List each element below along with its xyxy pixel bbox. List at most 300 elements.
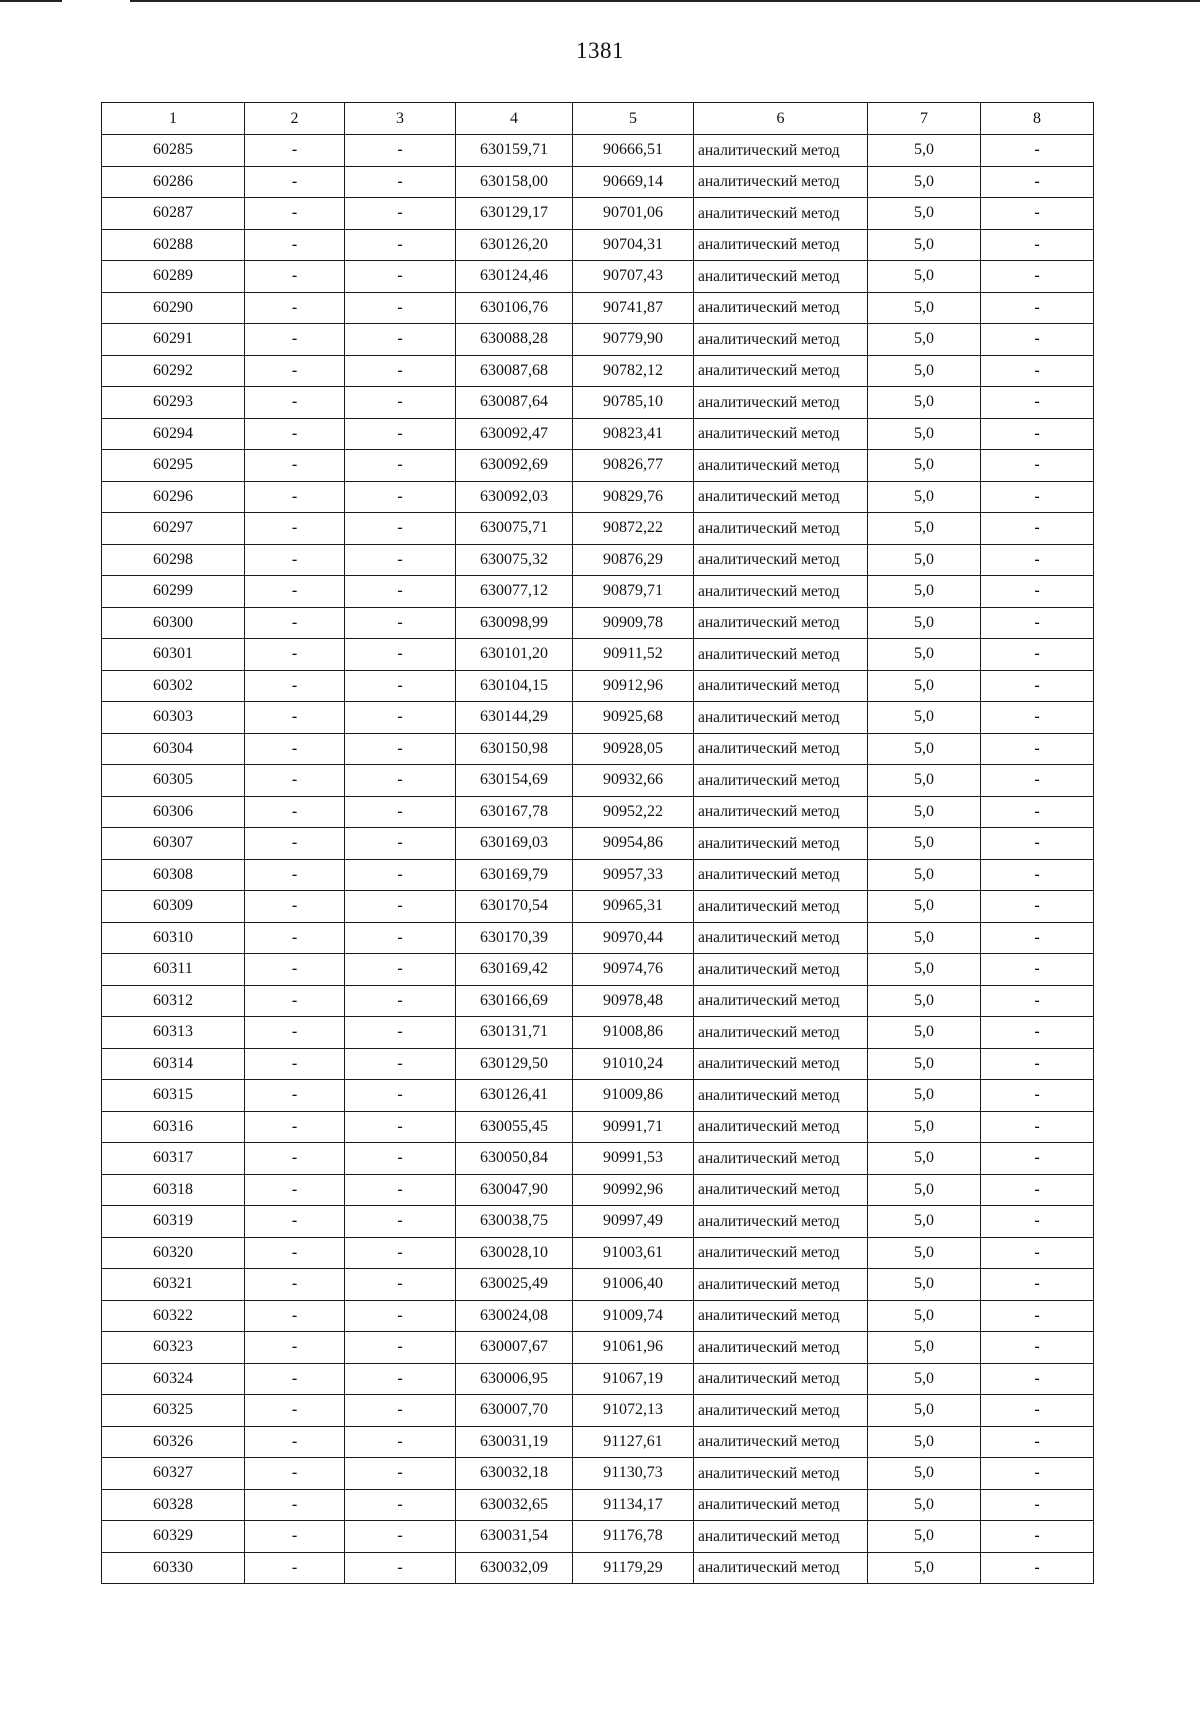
- cell-col-2-value: -: [245, 355, 345, 387]
- cell-point-number: 60292: [102, 355, 245, 387]
- cell-coord-y: 90872,22: [573, 513, 694, 545]
- cell-point-number: 60319: [102, 1206, 245, 1238]
- cell-accuracy: 5,0: [868, 229, 981, 261]
- cell-coord-x: 630169,42: [456, 954, 573, 986]
- cell-coord-x: 630126,41: [456, 1080, 573, 1112]
- cell-col-3-value: -: [345, 1332, 456, 1364]
- cell-point-number: 60309: [102, 891, 245, 923]
- cell-col-8-value: -: [981, 355, 1094, 387]
- cell-coord-x: 630031,19: [456, 1426, 573, 1458]
- table-row: [102, 828, 1094, 860]
- top-rule-left: [0, 0, 62, 2]
- cell-point-number: 60316: [102, 1111, 245, 1143]
- cell-col-8-value: -: [981, 702, 1094, 734]
- table-row: [102, 859, 1094, 891]
- cell-coord-y: 90991,71: [573, 1111, 694, 1143]
- cell-col-3-value: -: [345, 513, 456, 545]
- cell-col-8-value: -: [981, 1206, 1094, 1238]
- cell-accuracy: 5,0: [868, 1395, 981, 1427]
- cell-col-2-value: -: [245, 796, 345, 828]
- cell-method: аналитический метод: [694, 1269, 868, 1301]
- cell-method: аналитический метод: [694, 796, 868, 828]
- cell-method: аналитический метод: [694, 1017, 868, 1049]
- cell-method: аналитический метод: [694, 639, 868, 671]
- cell-point-number: 60325: [102, 1395, 245, 1427]
- cell-coord-y: 90876,29: [573, 544, 694, 576]
- cell-col-2-value: -: [245, 292, 345, 324]
- cell-accuracy: 5,0: [868, 639, 981, 671]
- cell-point-number: 60288: [102, 229, 245, 261]
- cell-col-8-value: -: [981, 765, 1094, 797]
- cell-method: аналитический метод: [694, 198, 868, 230]
- cell-accuracy: 5,0: [868, 954, 981, 986]
- cell-point-number: 60314: [102, 1048, 245, 1080]
- cell-col-2-value: -: [245, 765, 345, 797]
- table-row: [102, 1206, 1094, 1238]
- cell-point-number: 60299: [102, 576, 245, 608]
- cell-col-8-value: -: [981, 607, 1094, 639]
- cell-method: аналитический метод: [694, 1143, 868, 1175]
- cell-col-2-value: -: [245, 954, 345, 986]
- cell-col-8-value: -: [981, 733, 1094, 765]
- cell-col-3-value: -: [345, 418, 456, 450]
- header-cell-1: 1: [102, 103, 245, 135]
- cell-col-3-value: -: [345, 135, 456, 167]
- cell-accuracy: 5,0: [868, 1048, 981, 1080]
- cell-col-2-value: -: [245, 1080, 345, 1112]
- cell-accuracy: 5,0: [868, 576, 981, 608]
- cell-col-2-value: -: [245, 1300, 345, 1332]
- cell-point-number: 60313: [102, 1017, 245, 1049]
- cell-coord-x: 630024,08: [456, 1300, 573, 1332]
- cell-accuracy: 5,0: [868, 1080, 981, 1112]
- cell-point-number: 60327: [102, 1458, 245, 1490]
- cell-method: аналитический метод: [694, 985, 868, 1017]
- cell-coord-x: 630092,03: [456, 481, 573, 513]
- cell-col-3-value: -: [345, 607, 456, 639]
- cell-col-8-value: -: [981, 1017, 1094, 1049]
- table-row: [102, 544, 1094, 576]
- cell-coord-x: 630092,69: [456, 450, 573, 482]
- cell-method: аналитический метод: [694, 418, 868, 450]
- cell-coord-x: 630077,12: [456, 576, 573, 608]
- cell-point-number: 60303: [102, 702, 245, 734]
- cell-coord-y: 90991,53: [573, 1143, 694, 1175]
- table-row: [102, 1017, 1094, 1049]
- cell-col-2-value: -: [245, 922, 345, 954]
- cell-method: аналитический метод: [694, 765, 868, 797]
- cell-coord-y: 90997,49: [573, 1206, 694, 1238]
- cell-method: аналитический метод: [694, 229, 868, 261]
- cell-col-3-value: -: [345, 1080, 456, 1112]
- header-row: [102, 103, 1094, 135]
- cell-coord-x: 630167,78: [456, 796, 573, 828]
- cell-coord-y: 91176,78: [573, 1521, 694, 1553]
- cell-method: аналитический метод: [694, 733, 868, 765]
- cell-col-8-value: -: [981, 1552, 1094, 1584]
- header-cell-2: 2: [245, 103, 345, 135]
- table-row: [102, 355, 1094, 387]
- cell-col-3-value: -: [345, 355, 456, 387]
- cell-method: аналитический метод: [694, 387, 868, 419]
- cell-accuracy: 5,0: [868, 1300, 981, 1332]
- cell-coord-x: 630032,09: [456, 1552, 573, 1584]
- table-row: [102, 166, 1094, 198]
- header-cell-7: 7: [868, 103, 981, 135]
- cell-coord-y: 90666,51: [573, 135, 694, 167]
- cell-method: аналитический метод: [694, 135, 868, 167]
- cell-point-number: 60317: [102, 1143, 245, 1175]
- cell-point-number: 60294: [102, 418, 245, 450]
- table-row: [102, 1111, 1094, 1143]
- cell-col-3-value: -: [345, 891, 456, 923]
- cell-accuracy: 5,0: [868, 544, 981, 576]
- cell-coord-y: 90779,90: [573, 324, 694, 356]
- cell-point-number: 60304: [102, 733, 245, 765]
- cell-coord-x: 630104,15: [456, 670, 573, 702]
- table-row: [102, 1363, 1094, 1395]
- cell-col-8-value: -: [981, 1458, 1094, 1490]
- cell-col-8-value: -: [981, 859, 1094, 891]
- cell-col-3-value: -: [345, 765, 456, 797]
- cell-col-2-value: -: [245, 1017, 345, 1049]
- cell-coord-x: 630158,00: [456, 166, 573, 198]
- table-row: [102, 639, 1094, 671]
- cell-col-8-value: -: [981, 954, 1094, 986]
- cell-accuracy: 5,0: [868, 387, 981, 419]
- table-body: [102, 135, 1094, 1584]
- cell-col-3-value: -: [345, 387, 456, 419]
- table-row: [102, 1080, 1094, 1112]
- cell-col-8-value: -: [981, 481, 1094, 513]
- cell-point-number: 60290: [102, 292, 245, 324]
- cell-point-number: 60312: [102, 985, 245, 1017]
- cell-coord-y: 90909,78: [573, 607, 694, 639]
- cell-accuracy: 5,0: [868, 985, 981, 1017]
- cell-method: аналитический метод: [694, 1174, 868, 1206]
- cell-coord-x: 630031,54: [456, 1521, 573, 1553]
- cell-col-2-value: -: [245, 1363, 345, 1395]
- cell-point-number: 60323: [102, 1332, 245, 1364]
- cell-method: аналитический метод: [694, 670, 868, 702]
- cell-method: аналитический метод: [694, 1111, 868, 1143]
- cell-coord-y: 90928,05: [573, 733, 694, 765]
- cell-method: аналитический метод: [694, 1206, 868, 1238]
- cell-col-8-value: -: [981, 670, 1094, 702]
- cell-accuracy: 5,0: [868, 1458, 981, 1490]
- cell-method: аналитический метод: [694, 891, 868, 923]
- cell-col-3-value: -: [345, 733, 456, 765]
- table-row: [102, 733, 1094, 765]
- cell-coord-x: 630032,18: [456, 1458, 573, 1490]
- cell-method: аналитический метод: [694, 1363, 868, 1395]
- cell-method: аналитический метод: [694, 607, 868, 639]
- cell-coord-y: 90826,77: [573, 450, 694, 482]
- cell-col-8-value: -: [981, 292, 1094, 324]
- cell-coord-x: 630047,90: [456, 1174, 573, 1206]
- cell-method: аналитический метод: [694, 702, 868, 734]
- cell-coord-x: 630129,50: [456, 1048, 573, 1080]
- cell-point-number: 60301: [102, 639, 245, 671]
- cell-coord-y: 90932,66: [573, 765, 694, 797]
- cell-coord-x: 630025,49: [456, 1269, 573, 1301]
- cell-coord-y: 91061,96: [573, 1332, 694, 1364]
- cell-point-number: 60307: [102, 828, 245, 860]
- cell-method: аналитический метод: [694, 1426, 868, 1458]
- cell-col-8-value: -: [981, 1489, 1094, 1521]
- cell-col-8-value: -: [981, 1174, 1094, 1206]
- cell-col-8-value: -: [981, 229, 1094, 261]
- cell-point-number: 60329: [102, 1521, 245, 1553]
- cell-method: аналитический метод: [694, 166, 868, 198]
- cell-point-number: 60311: [102, 954, 245, 986]
- cell-coord-y: 91009,74: [573, 1300, 694, 1332]
- cell-col-2-value: -: [245, 1552, 345, 1584]
- cell-coord-y: 90912,96: [573, 670, 694, 702]
- cell-col-3-value: -: [345, 1395, 456, 1427]
- cell-accuracy: 5,0: [868, 355, 981, 387]
- cell-point-number: 60286: [102, 166, 245, 198]
- cell-coord-x: 630038,75: [456, 1206, 573, 1238]
- cell-col-3-value: -: [345, 1269, 456, 1301]
- cell-point-number: 60297: [102, 513, 245, 545]
- cell-coord-x: 630170,54: [456, 891, 573, 923]
- coordinates-table: [101, 102, 1094, 1584]
- cell-accuracy: 5,0: [868, 733, 981, 765]
- cell-coord-x: 630169,03: [456, 828, 573, 860]
- cell-col-3-value: -: [345, 1206, 456, 1238]
- cell-coord-y: 90829,76: [573, 481, 694, 513]
- header-cell-8: 8: [981, 103, 1094, 135]
- cell-col-2-value: -: [245, 639, 345, 671]
- cell-accuracy: 5,0: [868, 796, 981, 828]
- cell-point-number: 60326: [102, 1426, 245, 1458]
- cell-col-8-value: -: [981, 985, 1094, 1017]
- cell-accuracy: 5,0: [868, 198, 981, 230]
- cell-col-2-value: -: [245, 670, 345, 702]
- cell-coord-x: 630087,68: [456, 355, 573, 387]
- cell-accuracy: 5,0: [868, 481, 981, 513]
- table-row: [102, 450, 1094, 482]
- cell-coord-y: 91003,61: [573, 1237, 694, 1269]
- cell-point-number: 60287: [102, 198, 245, 230]
- cell-col-8-value: -: [981, 1080, 1094, 1112]
- cell-point-number: 60306: [102, 796, 245, 828]
- cell-coord-y: 91006,40: [573, 1269, 694, 1301]
- table-row: [102, 1332, 1094, 1364]
- cell-accuracy: 5,0: [868, 513, 981, 545]
- cell-coord-x: 630006,95: [456, 1363, 573, 1395]
- cell-method: аналитический метод: [694, 828, 868, 860]
- cell-col-2-value: -: [245, 859, 345, 891]
- cell-col-3-value: -: [345, 1237, 456, 1269]
- cell-accuracy: 5,0: [868, 324, 981, 356]
- cell-point-number: 60298: [102, 544, 245, 576]
- cell-accuracy: 5,0: [868, 670, 981, 702]
- cell-col-8-value: -: [981, 135, 1094, 167]
- cell-col-8-value: -: [981, 1426, 1094, 1458]
- cell-accuracy: 5,0: [868, 891, 981, 923]
- cell-col-2-value: -: [245, 702, 345, 734]
- cell-point-number: 60295: [102, 450, 245, 482]
- table-row: [102, 481, 1094, 513]
- cell-coord-x: 630159,71: [456, 135, 573, 167]
- cell-coord-x: 630144,29: [456, 702, 573, 734]
- cell-coord-x: 630150,98: [456, 733, 573, 765]
- cell-coord-y: 90925,68: [573, 702, 694, 734]
- cell-method: аналитический метод: [694, 355, 868, 387]
- cell-point-number: 60320: [102, 1237, 245, 1269]
- cell-col-3-value: -: [345, 1111, 456, 1143]
- table-row: [102, 261, 1094, 293]
- cell-coord-y: 91179,29: [573, 1552, 694, 1584]
- table-row: [102, 1426, 1094, 1458]
- cell-col-2-value: -: [245, 1174, 345, 1206]
- cell-col-3-value: -: [345, 859, 456, 891]
- cell-coord-y: 91134,17: [573, 1489, 694, 1521]
- cell-coord-x: 630101,20: [456, 639, 573, 671]
- cell-coord-x: 630124,46: [456, 261, 573, 293]
- cell-point-number: 60302: [102, 670, 245, 702]
- cell-col-3-value: -: [345, 1552, 456, 1584]
- cell-accuracy: 5,0: [868, 1206, 981, 1238]
- cell-coord-x: 630007,67: [456, 1332, 573, 1364]
- cell-accuracy: 5,0: [868, 1237, 981, 1269]
- cell-col-3-value: -: [345, 954, 456, 986]
- cell-accuracy: 5,0: [868, 702, 981, 734]
- cell-coord-y: 90992,96: [573, 1174, 694, 1206]
- cell-accuracy: 5,0: [868, 261, 981, 293]
- table-row: [102, 985, 1094, 1017]
- cell-col-3-value: -: [345, 796, 456, 828]
- cell-coord-y: 90785,10: [573, 387, 694, 419]
- cell-col-2-value: -: [245, 324, 345, 356]
- cell-col-2-value: -: [245, 1332, 345, 1364]
- table-row: [102, 765, 1094, 797]
- cell-col-8-value: -: [981, 513, 1094, 545]
- cell-coord-x: 630170,39: [456, 922, 573, 954]
- cell-coord-x: 630087,64: [456, 387, 573, 419]
- cell-point-number: 60310: [102, 922, 245, 954]
- cell-method: аналитический метод: [694, 1395, 868, 1427]
- cell-col-3-value: -: [345, 450, 456, 482]
- cell-col-2-value: -: [245, 229, 345, 261]
- cell-col-3-value: -: [345, 670, 456, 702]
- cell-point-number: 60308: [102, 859, 245, 891]
- cell-col-2-value: -: [245, 1521, 345, 1553]
- cell-col-8-value: -: [981, 576, 1094, 608]
- cell-accuracy: 5,0: [868, 1143, 981, 1175]
- cell-coord-y: 91130,73: [573, 1458, 694, 1490]
- cell-col-2-value: -: [245, 418, 345, 450]
- table-row: [102, 576, 1094, 608]
- cell-col-8-value: -: [981, 922, 1094, 954]
- cell-col-3-value: -: [345, 1363, 456, 1395]
- table-row: [102, 1521, 1094, 1553]
- table-row: [102, 1552, 1094, 1584]
- table-row: [102, 954, 1094, 986]
- cell-coord-y: 90957,33: [573, 859, 694, 891]
- table-row: [102, 1458, 1094, 1490]
- cell-col-3-value: -: [345, 576, 456, 608]
- cell-col-8-value: -: [981, 198, 1094, 230]
- cell-col-2-value: -: [245, 1143, 345, 1175]
- cell-col-3-value: -: [345, 639, 456, 671]
- table-row: [102, 292, 1094, 324]
- table-row: [102, 1489, 1094, 1521]
- cell-coord-y: 90970,44: [573, 922, 694, 954]
- cell-col-3-value: -: [345, 324, 456, 356]
- cell-col-3-value: -: [345, 166, 456, 198]
- cell-accuracy: 5,0: [868, 1111, 981, 1143]
- cell-point-number: 60324: [102, 1363, 245, 1395]
- cell-point-number: 60318: [102, 1174, 245, 1206]
- top-rule-right: [130, 0, 1200, 2]
- cell-col-3-value: -: [345, 481, 456, 513]
- cell-col-2-value: -: [245, 481, 345, 513]
- cell-method: аналитический метод: [694, 576, 868, 608]
- cell-accuracy: 5,0: [868, 1521, 981, 1553]
- cell-coord-x: 630126,20: [456, 229, 573, 261]
- cell-col-8-value: -: [981, 166, 1094, 198]
- cell-point-number: 60321: [102, 1269, 245, 1301]
- cell-coord-x: 630098,99: [456, 607, 573, 639]
- cell-col-3-value: -: [345, 1048, 456, 1080]
- cell-col-8-value: -: [981, 544, 1094, 576]
- cell-method: аналитический метод: [694, 1552, 868, 1584]
- cell-col-2-value: -: [245, 261, 345, 293]
- table-row: [102, 1174, 1094, 1206]
- cell-col-8-value: -: [981, 1363, 1094, 1395]
- cell-accuracy: 5,0: [868, 922, 981, 954]
- cell-accuracy: 5,0: [868, 1363, 981, 1395]
- cell-col-2-value: -: [245, 733, 345, 765]
- cell-point-number: 60322: [102, 1300, 245, 1332]
- table-row: [102, 607, 1094, 639]
- cell-point-number: 60293: [102, 387, 245, 419]
- cell-method: аналитический метод: [694, 1237, 868, 1269]
- cell-method: аналитический метод: [694, 859, 868, 891]
- table-row: [102, 229, 1094, 261]
- table-row: [102, 922, 1094, 954]
- cell-col-8-value: -: [981, 1143, 1094, 1175]
- cell-col-8-value: -: [981, 418, 1094, 450]
- cell-accuracy: 5,0: [868, 859, 981, 891]
- cell-accuracy: 5,0: [868, 765, 981, 797]
- table-row: [102, 1143, 1094, 1175]
- cell-col-2-value: -: [245, 513, 345, 545]
- cell-coord-y: 90954,86: [573, 828, 694, 860]
- table-row: [102, 135, 1094, 167]
- cell-col-3-value: -: [345, 828, 456, 860]
- cell-col-2-value: -: [245, 135, 345, 167]
- header-cell-5: 5: [573, 103, 694, 135]
- cell-method: аналитический метод: [694, 481, 868, 513]
- table-row: [102, 513, 1094, 545]
- cell-col-2-value: -: [245, 1111, 345, 1143]
- table-row: [102, 1048, 1094, 1080]
- cell-coord-y: 90911,52: [573, 639, 694, 671]
- cell-coord-y: 91010,24: [573, 1048, 694, 1080]
- header-cell-6: 6: [694, 103, 868, 135]
- cell-coord-x: 630166,69: [456, 985, 573, 1017]
- cell-col-8-value: -: [981, 1269, 1094, 1301]
- cell-col-3-value: -: [345, 1458, 456, 1490]
- cell-coord-x: 630088,28: [456, 324, 573, 356]
- cell-accuracy: 5,0: [868, 828, 981, 860]
- cell-col-3-value: -: [345, 1174, 456, 1206]
- cell-method: аналитический метод: [694, 1300, 868, 1332]
